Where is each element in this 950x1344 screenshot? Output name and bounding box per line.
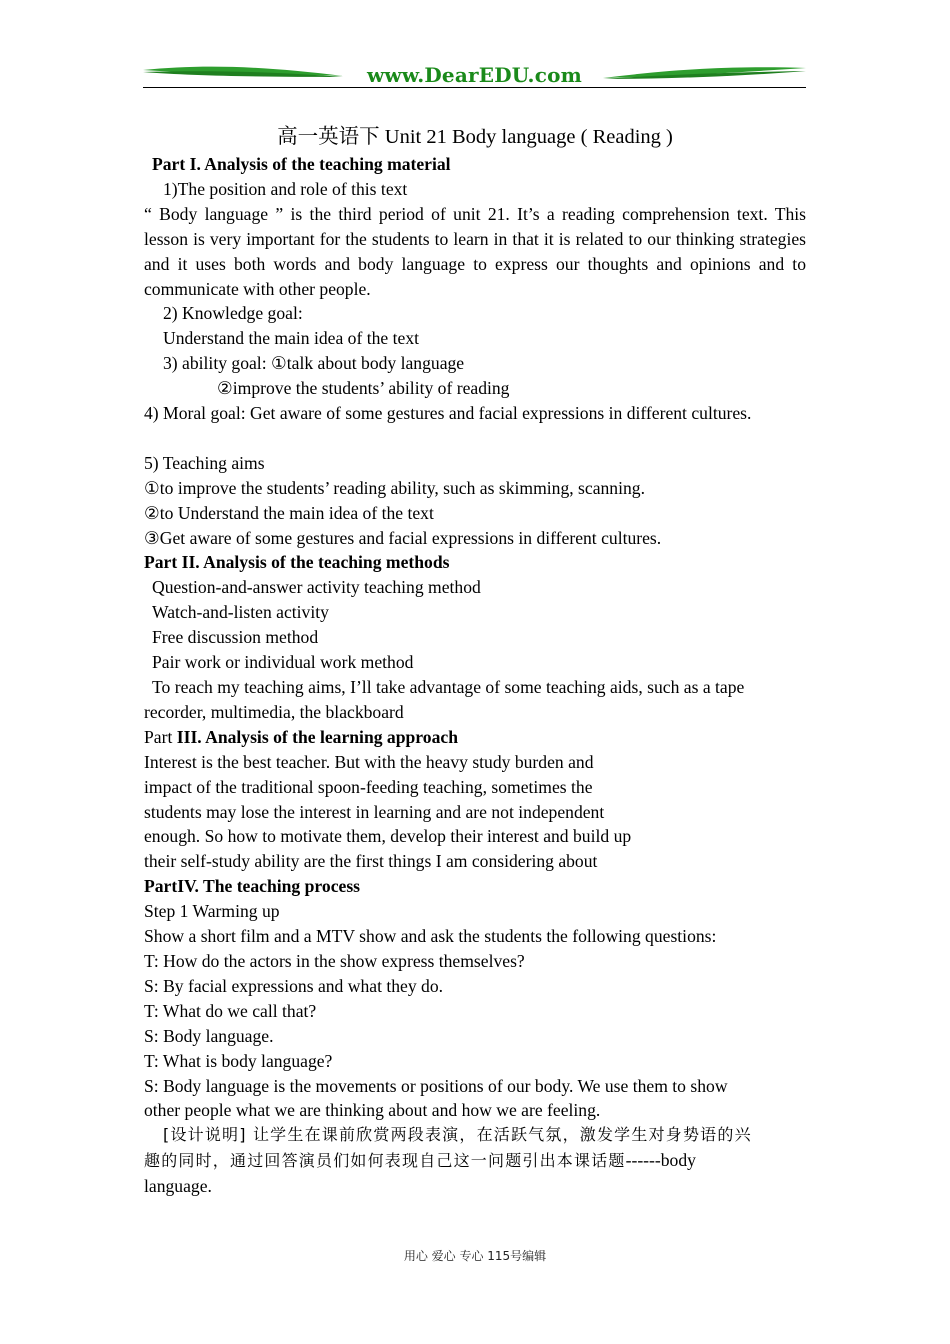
part3-line-4: enough. So how to motivate them, develop their interest and build up bbox=[144, 826, 632, 847]
step1-line-a: Show a short film and a MTV show and ask the students the following questions: bbox=[144, 926, 717, 947]
part2-item-4: Pair work or individual work method bbox=[152, 652, 414, 673]
page-footer: 用心 爱心 专心 115号编辑 bbox=[403, 1249, 547, 1263]
part3-heading-prefix: Part bbox=[144, 726, 177, 747]
part2-heading: Part II. Analysis of the teaching methods bbox=[144, 552, 450, 573]
part1-paragraph: “ Body language ” is the third period of unit 21. It’s a reading comprehension text. This lesson is very important for the students to learn in that it is related to our thinking strategies and it uses both words and body language to express our thoughts and opinions and to communicate with other people. bbox=[144, 203, 806, 299]
step1-line-g2: other people what we are thinking about and how we are feeling. bbox=[144, 1100, 601, 1121]
step1-line-b: T: How do the actors in the show express themselves? bbox=[144, 950, 525, 971]
step1-title: Step 1 Warming up bbox=[144, 901, 280, 922]
design-note-line-2 bbox=[144, 1148, 806, 1174]
part2-item-2: Watch-and-listen activity bbox=[152, 602, 329, 623]
design-note-line-2-cn: 趣的同时，通过回答演员们如何表现自己这一问题引出本课话题 bbox=[144, 1151, 626, 1171]
step1-line-c: S: By facial expressions and what they do. bbox=[144, 975, 444, 996]
part2-item-5a: To reach my teaching aims, I’ll take advantage of some teaching aids, such as a tape bbox=[152, 677, 745, 698]
part1-item-4: 4) Moral goal: Get aware of some gestures and facial expressions in different cultures. bbox=[144, 403, 752, 424]
design-note-line-3: language. bbox=[144, 1176, 212, 1197]
part1-item-3: 3) ability goal: ①talk about body language bbox=[163, 353, 465, 374]
site-logo-text: www.DearEDU.com bbox=[366, 63, 582, 87]
step1-line-d: T: What do we call that? bbox=[144, 1000, 317, 1021]
part2-item-1: Question-and-answer activity teaching method bbox=[152, 577, 481, 598]
blank-line bbox=[144, 426, 806, 451]
part1-item-5: 5) Teaching aims bbox=[144, 452, 265, 473]
part3-line-3: students may lose the interest in learning and are not independent bbox=[144, 801, 605, 822]
part2-item-5b: recorder, multimedia, the blackboard bbox=[144, 701, 404, 722]
step1-line-g1: S: Body language is the movements or positions of our body. We use them to show bbox=[144, 1075, 728, 1096]
step1-line-f: T: What is body language? bbox=[144, 1050, 333, 1071]
part1-item-2: 2) Knowledge goal: bbox=[163, 303, 303, 324]
part1-item-5c: ③Get aware of some gestures and facial expressions in different cultures. bbox=[144, 527, 662, 548]
part1-item-3b: ②improve the students’ ability of reading bbox=[217, 378, 510, 399]
part3-heading-text: III. Analysis of the learning approach bbox=[176, 726, 458, 747]
part3-line-2: impact of the traditional spoon-feeding teaching, sometimes the bbox=[144, 776, 593, 797]
part1-item-5b: ②to Understand the main idea of the text bbox=[144, 502, 434, 523]
part2-item-3: Free discussion method bbox=[152, 627, 319, 648]
part3-line-5: their self-study ability are the first things I am considering about bbox=[144, 851, 598, 872]
design-note-line-1: [设计说明] 让学生在课前欣赏两段表演，在活跃气氛，激发学生对身势语的兴 bbox=[163, 1125, 752, 1145]
header-rule bbox=[143, 87, 806, 88]
part1-item-1: 1)The position and role of this text bbox=[163, 178, 408, 199]
part1-heading: Part I. Analysis of the teaching material bbox=[152, 154, 451, 174]
part3-heading bbox=[144, 725, 806, 750]
page-header bbox=[143, 62, 806, 92]
part4-heading: PartIV. The teaching process bbox=[144, 876, 361, 897]
document-body bbox=[144, 122, 806, 1199]
step1-line-e: S: Body language. bbox=[144, 1025, 274, 1046]
document-title: 高一英语下 Unit 21 Body language ( Reading ) bbox=[277, 126, 673, 148]
part1-item-5a: ①to improve the students’ reading ability, such as skimming, scanning. bbox=[144, 477, 645, 498]
part3-line-1: Interest is the best teacher. But with the heavy study burden and bbox=[144, 751, 594, 772]
design-note-line-2-en: ------body bbox=[625, 1150, 696, 1171]
part1-item-2a: Understand the main idea of the text bbox=[163, 328, 420, 349]
